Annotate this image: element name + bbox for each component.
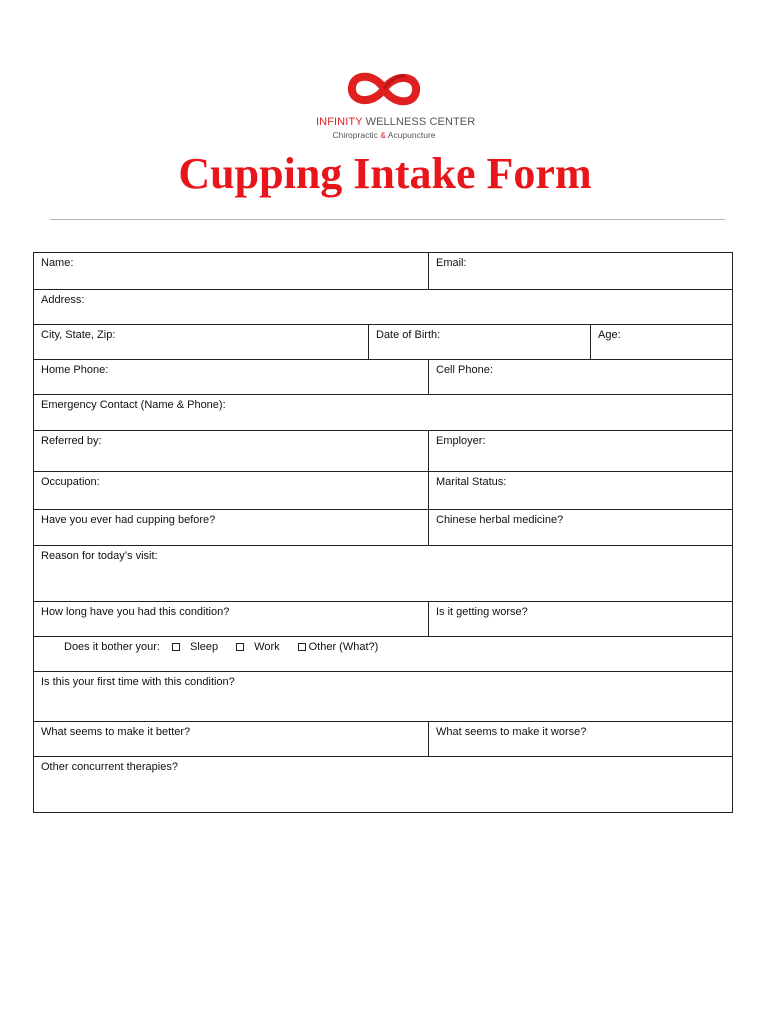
row-first-time — [34, 671, 732, 721]
row-referred-employer — [34, 430, 732, 471]
email-label: Email: — [436, 257, 467, 269]
title-divider — [50, 219, 725, 220]
row-name-email — [34, 253, 732, 289]
date-of-birth-label: Date of Birth: — [376, 329, 441, 341]
make-worse-field[interactable] — [428, 722, 732, 756]
row-emergency — [34, 394, 732, 430]
cupping-before-label: Have you ever had cupping before? — [41, 514, 216, 526]
row-city-dob-age — [34, 324, 732, 359]
city-state-zip-label: City, State, Zip: — [41, 329, 116, 341]
getting-worse-field[interactable] — [428, 602, 732, 636]
tagline-left: Chiropractic — [332, 130, 378, 140]
email-field[interactable] — [428, 253, 732, 289]
other-option-label: Other (What?) — [308, 641, 379, 653]
tagline-right: Acupuncture — [387, 130, 436, 140]
row-better-worse — [34, 721, 732, 756]
name-field[interactable] — [34, 253, 428, 289]
work-option-label: Work — [254, 641, 280, 653]
sleep-checkbox[interactable] — [172, 643, 180, 651]
referred-by-field[interactable] — [34, 431, 428, 471]
row-occupation-marital — [34, 471, 732, 509]
employer-field[interactable] — [428, 431, 732, 471]
herbal-medicine-field[interactable] — [428, 510, 732, 545]
emergency-contact-label: Emergency Contact (Name & Phone): — [41, 399, 226, 411]
concurrent-therapies-label: Other concurrent therapies? — [41, 761, 178, 773]
how-long-field[interactable] — [34, 602, 428, 636]
referred-by-label: Referred by: — [41, 435, 102, 447]
emergency-contact-field[interactable] — [34, 395, 732, 430]
bother-option-work[interactable] — [236, 641, 279, 653]
city-state-zip-field[interactable] — [34, 325, 368, 359]
herbal-medicine-label: Chinese herbal medicine? — [436, 514, 564, 526]
row-reason — [34, 545, 732, 601]
age-label: Age: — [598, 329, 621, 341]
date-of-birth-field[interactable] — [368, 325, 590, 359]
brand-name — [316, 116, 476, 128]
infinity-icon — [344, 66, 424, 112]
form-title: Cupping Intake Form — [178, 149, 592, 198]
brand-tagline — [316, 130, 452, 140]
row-phones — [34, 359, 732, 394]
employer-label: Employer: — [436, 435, 486, 447]
tagline-amp: & — [380, 130, 386, 140]
address-label: Address: — [41, 294, 85, 306]
occupation-label: Occupation: — [41, 476, 100, 488]
name-label: Name: — [41, 257, 74, 269]
cupping-before-field[interactable] — [34, 510, 428, 545]
bother-option-other[interactable] — [298, 641, 379, 653]
brand-name-accent: INFINITY — [316, 116, 363, 128]
first-time-label: Is this your first time with this condition? — [41, 676, 235, 688]
brand-name-rest: WELLNESS CENTER — [365, 116, 476, 128]
home-phone-field[interactable] — [34, 360, 428, 394]
home-phone-label: Home Phone: — [41, 364, 109, 376]
age-field[interactable] — [590, 325, 732, 359]
work-checkbox[interactable] — [236, 643, 244, 651]
other-checkbox[interactable] — [298, 643, 306, 651]
sleep-option-label: Sleep — [190, 641, 219, 653]
row-concurrent — [34, 756, 732, 812]
occupation-field[interactable] — [34, 472, 428, 509]
marital-status-field[interactable] — [428, 472, 732, 509]
concurrent-therapies-field[interactable] — [34, 757, 732, 812]
make-better-label: What seems to make it better? — [41, 726, 191, 738]
reason-visit-label: Reason for today’s visit: — [41, 550, 158, 562]
getting-worse-label: Is it getting worse? — [436, 606, 528, 618]
marital-status-label: Marital Status: — [436, 476, 507, 488]
clinic-logo — [316, 66, 476, 144]
address-field[interactable] — [34, 290, 732, 324]
cell-phone-label: Cell Phone: — [436, 364, 493, 376]
row-howlong-worse — [34, 601, 732, 636]
make-worse-label: What seems to make it worse? — [436, 726, 587, 738]
first-time-field[interactable] — [34, 672, 732, 721]
row-address — [34, 289, 732, 324]
bother-field — [34, 637, 732, 671]
reason-visit-field[interactable] — [34, 546, 732, 601]
intake-form-table — [33, 252, 733, 813]
row-bother — [34, 636, 732, 671]
bother-label: Does it bother your: — [64, 641, 160, 653]
make-better-field[interactable] — [34, 722, 428, 756]
row-cupping-herbal — [34, 509, 732, 545]
cell-phone-field[interactable] — [428, 360, 732, 394]
bother-option-sleep[interactable] — [172, 641, 218, 653]
how-long-label: How long have you had this condition? — [41, 606, 230, 618]
